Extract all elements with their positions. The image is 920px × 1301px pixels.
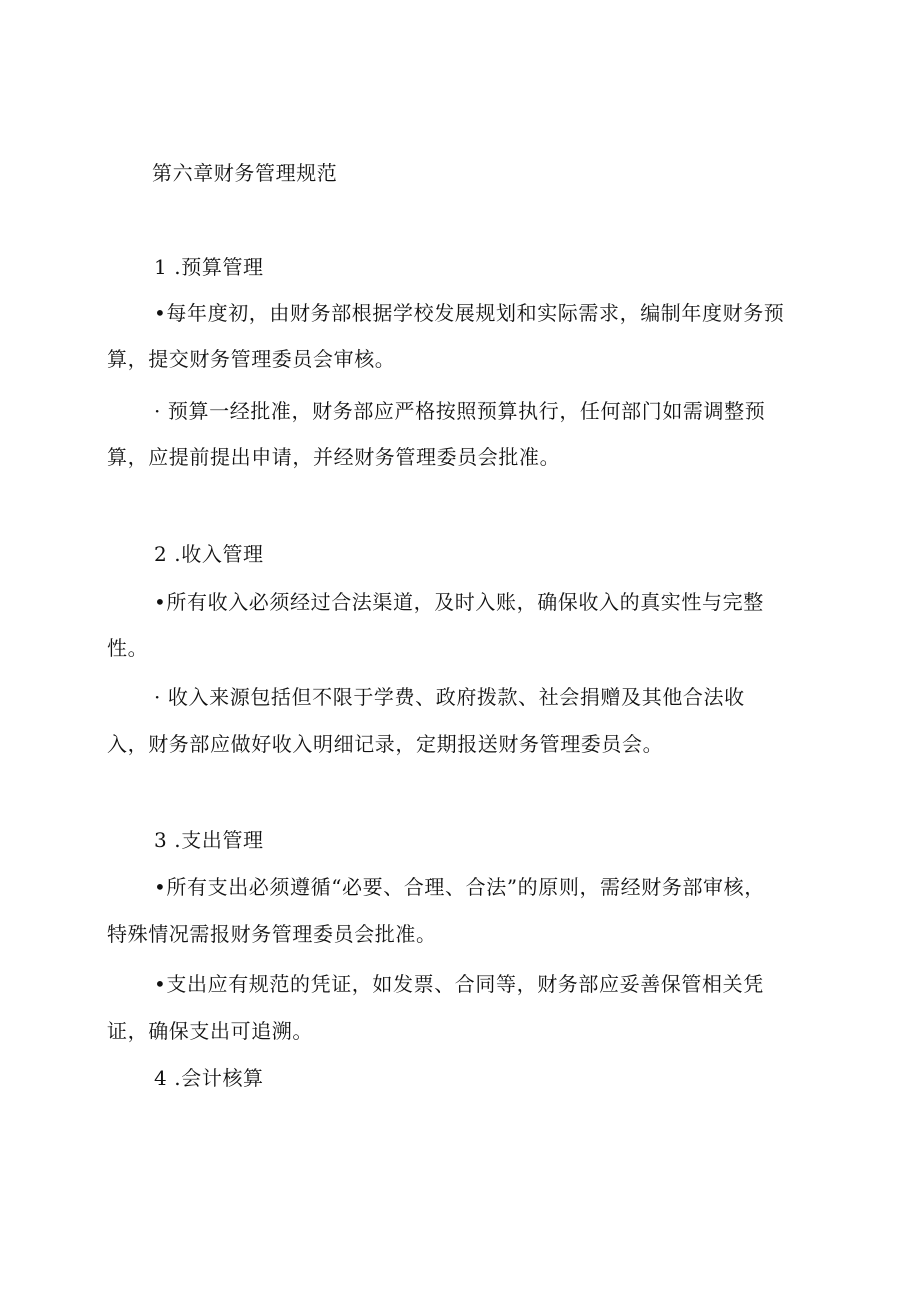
section-heading-income: 2 .收入管理	[154, 542, 264, 566]
paragraph-line: 算，提交财务管理委员会审核。	[107, 347, 396, 371]
paragraph-line: •所有支出必须遵循“必要、合理、合法”的原则，需经财务部审核，	[154, 875, 765, 899]
paragraph-line: · 收入来源包括但不限于学费、政府拨款、社会捐赠及其他合法收	[154, 685, 745, 709]
section-heading-expenditure: 3 .支出管理	[154, 828, 264, 852]
section-heading-budget: 1 .预算管理	[154, 255, 264, 279]
paragraph-line: · 预算一经批准，财务部应严格按照预算执行，任何部门如需调整预	[154, 399, 766, 423]
section-heading-accounting: 4 .会计核算	[154, 1066, 264, 1090]
paragraph-line: •支出应有规范的凭证，如发票、合同等，财务部应妥善保管相关凭	[154, 972, 764, 996]
paragraph-line: 算，应提前提出申请，并经财务管理委员会批准。	[107, 445, 561, 469]
paragraph-line: 入，财务部应做好收入明细记录，定期报送财务管理委员会。	[107, 732, 664, 756]
paragraph-line: 性。	[107, 636, 149, 660]
paragraph-line: •所有收入必须经过合法渠道，及时入账，确保收入的真实性与完整	[154, 590, 764, 614]
paragraph-line: •每年度初，由财务部根据学校发展规划和实际需求，编制年度财务预	[154, 301, 785, 325]
paragraph-line: 特殊情况需报财务管理委员会批准。	[107, 922, 437, 946]
paragraph-line: 证，确保支出可追溯。	[107, 1019, 313, 1043]
chapter-title: 第六章财务管理规范	[152, 161, 338, 185]
